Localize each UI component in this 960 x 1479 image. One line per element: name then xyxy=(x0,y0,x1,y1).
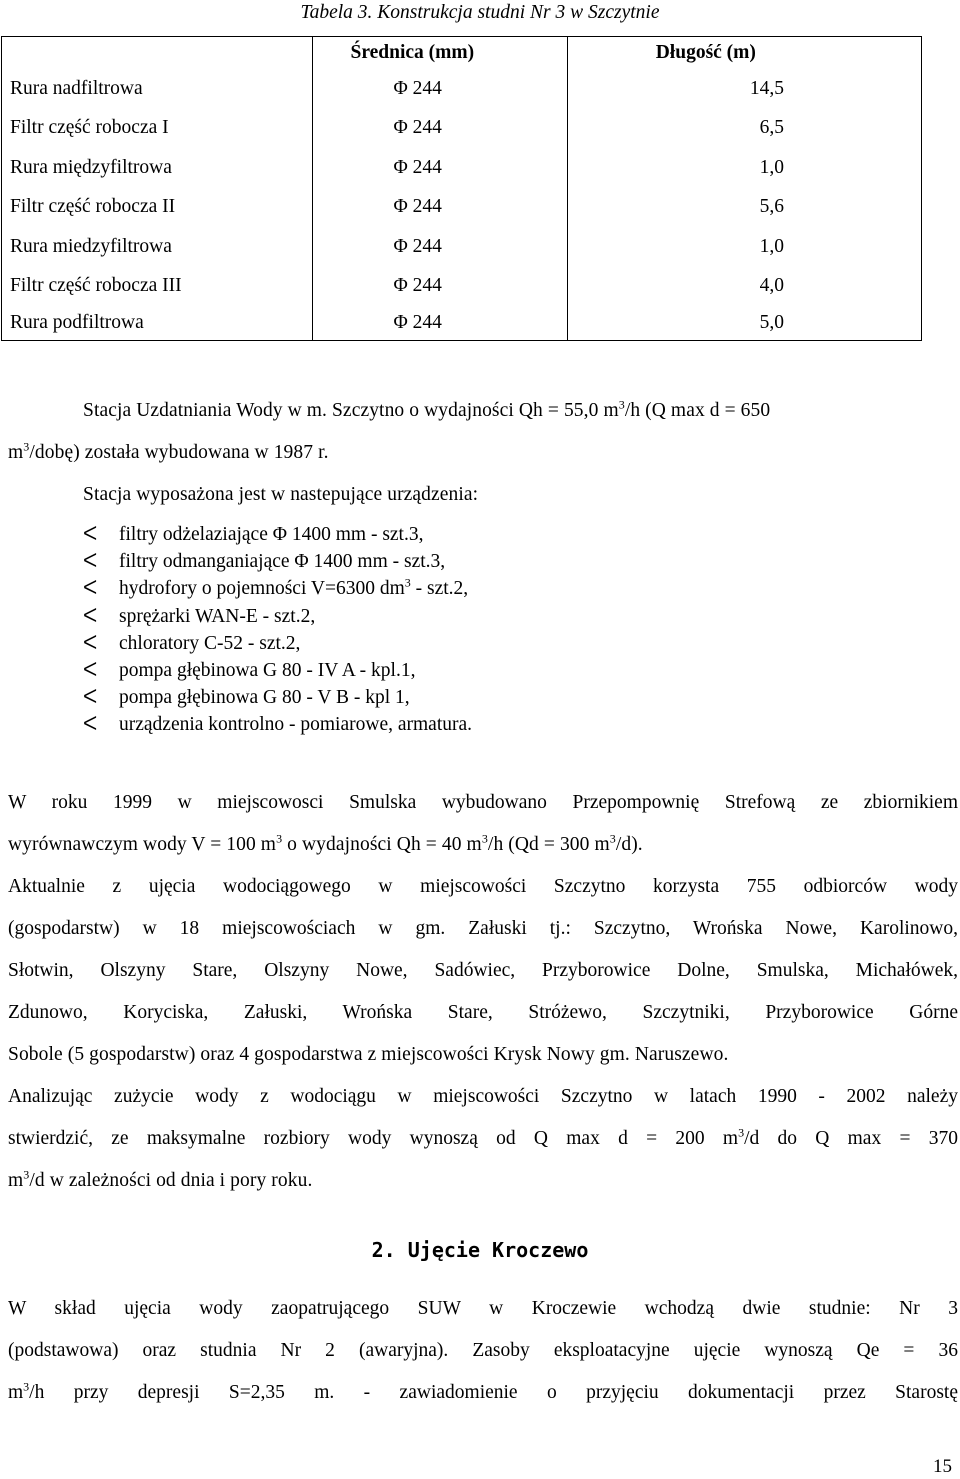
cell-diameter: Φ 244 xyxy=(313,227,567,267)
table-row xyxy=(2,109,922,149)
well-construction-table xyxy=(1,36,922,341)
arrow-bullet-icon: ᐸ xyxy=(83,632,98,654)
smulska-paragraph-line-1: W roku 1999 w miejscowosci Smulska wybudowano Przepompownię Strefową ze zbiornikiem xyxy=(8,792,958,813)
analysis-paragraph-line-2 xyxy=(8,1125,958,1150)
header-cell-diameter: Średnica (mm) xyxy=(313,37,567,70)
cell-element: Rura międzyfiltrowa xyxy=(2,148,313,188)
superscript: 3 xyxy=(738,1125,745,1140)
arrow-bullet-icon: ᐸ xyxy=(83,714,98,736)
text-run: Stacja Uzdatniania Wody w m. Szczytno o wydajności Qh = 55,0 m xyxy=(83,400,619,421)
table-row xyxy=(2,267,922,307)
arrow-bullet-icon: ᐸ xyxy=(83,551,98,573)
text-run: m xyxy=(8,1170,24,1191)
list-item-text: - szt.2, xyxy=(410,578,469,600)
list-item-text: filtry odżelaziające Φ 1400 mm - szt.3, xyxy=(119,524,424,545)
cell-length: 14,5 xyxy=(567,69,921,109)
list-item xyxy=(83,548,472,575)
station-paragraph-line-1 xyxy=(83,397,771,422)
list-item xyxy=(83,521,472,548)
list-item-text: pompa głębinowa G 80 - V B - kpl 1, xyxy=(119,687,410,709)
arrow-bullet-icon: ᐸ xyxy=(83,524,98,545)
cell-diameter: Φ 244 xyxy=(313,69,567,109)
text-run: m xyxy=(8,442,24,463)
cell-length: 6,5 xyxy=(567,109,921,149)
list-item xyxy=(83,657,472,684)
cell-diameter: Φ 244 xyxy=(313,148,567,188)
text-run: /dobę) została wybudowana w 1987 r. xyxy=(29,442,329,463)
cell-length: 5,0 xyxy=(567,306,921,341)
cell-length: 1,0 xyxy=(567,148,921,188)
list-item-text: filtry odmanganiające Φ 1400 mm - szt.3, xyxy=(119,551,446,573)
list-item xyxy=(83,630,472,657)
header-cell-length: Długość (m) xyxy=(567,37,921,70)
section-title: 2. Ujęcie Kroczewo xyxy=(371,1238,589,1262)
superscript: 3 xyxy=(481,831,488,846)
cell-length: 1,0 xyxy=(567,227,921,267)
superscript: 3 xyxy=(23,1167,30,1182)
cell-element: Filtr część robocza III xyxy=(2,267,313,307)
cell-diameter: Φ 244 xyxy=(313,188,567,228)
current-paragraph-line-2: (gospodarstw) w 18 miejscowościach w gm. Załuski tj.: Szczytno, Wrońska Nowe, Karolinowo, xyxy=(8,918,958,939)
superscript: 3 xyxy=(23,1379,30,1394)
superscript: 3 xyxy=(276,831,283,846)
list-item xyxy=(83,711,472,738)
list-item-text: sprężarki WAN-E - szt.2, xyxy=(119,605,316,627)
header-cell-element xyxy=(2,37,313,70)
cell-diameter: Φ 244 xyxy=(313,109,567,149)
arrow-bullet-icon: ᐸ xyxy=(83,578,98,600)
text-run: /d w zależności od dnia i pory roku. xyxy=(29,1170,313,1191)
text-run: /h przy depresji S=2,35 m. - zawiadomienie o przyjęciu dokumentacji przez Starostę xyxy=(29,1382,958,1403)
equipment-intro: Stacja wyposażona jest w nastepujące urządzenia: xyxy=(83,484,479,505)
table-row xyxy=(2,227,922,267)
current-paragraph-line-5: Sobole (5 gospodarstw) oraz 4 gospodarstwa z miejscowości Krysk Nowy gm. Naruszewo. xyxy=(8,1044,729,1065)
superscript: 3 xyxy=(23,439,30,454)
kroczewo-paragraph-line-2: (podstawowa) oraz studnia Nr 2 (awaryjna). Zasoby eksploatacyjne ujęcie wynoszą Qe = 36 xyxy=(8,1340,958,1361)
analysis-paragraph-line-3 xyxy=(8,1167,313,1192)
cell-length: 5,6 xyxy=(567,188,921,228)
text-run: wyrównawczym wody V = 100 m xyxy=(8,834,277,855)
text-run: m xyxy=(8,1382,24,1403)
list-item xyxy=(83,684,472,711)
table-caption: Tabela 3. Konstrukcja studni Nr 3 w Szczytnie xyxy=(300,2,660,23)
arrow-bullet-icon: ᐸ xyxy=(83,687,98,709)
superscript: 3 xyxy=(404,575,411,590)
table-header-row xyxy=(2,37,922,70)
cell-length: 4,0 xyxy=(567,267,921,307)
text-run: /d do Q max = 370 xyxy=(744,1128,958,1149)
cell-diameter: Φ 244 xyxy=(313,267,567,307)
list-item-text: chloratory C-52 - szt.2, xyxy=(119,632,301,654)
superscript: 3 xyxy=(609,831,616,846)
table-row xyxy=(2,148,922,188)
page-number: 15 xyxy=(933,1456,952,1477)
cell-element: Rura podfiltrowa xyxy=(2,306,313,341)
current-paragraph-line-4: Zdunowo, Koryciska, Załuski, Wrońska Stare, Stróżewo, Szczytniki, Przyborowice Górne xyxy=(8,1002,958,1023)
text-run: /h (Q max d = 650 xyxy=(624,400,771,421)
analysis-paragraph-line-1: Analizując zużycie wody z wodociągu w miejscowości Szczytno w latach 1990 - 2002 należy xyxy=(8,1086,958,1107)
table-row xyxy=(2,188,922,228)
station-paragraph-line-2 xyxy=(8,439,329,464)
list-item xyxy=(83,603,472,630)
cell-element: Rura miedzyfiltrowa xyxy=(2,227,313,267)
current-paragraph-line-1: Aktualnie z ujęcia wodociągowego w miejscowości Szczytno korzysta 755 odbiorców wody xyxy=(8,876,958,897)
equipment-list xyxy=(83,521,472,739)
cell-element: Filtr część robocza II xyxy=(2,188,313,228)
table-row xyxy=(2,306,922,341)
text-run: stwierdzić, ze maksymalne rozbiory wody wynoszą od Q max d = 200 m xyxy=(8,1128,739,1149)
list-item-text: pompa głębinowa G 80 - IV A - kpl.1, xyxy=(119,659,416,681)
list-item xyxy=(83,575,472,602)
arrow-bullet-icon: ᐸ xyxy=(83,605,98,627)
current-paragraph-line-3: Słotwin, Olszyny Stare, Olszyny Nowe, Sadówiec, Przyborowice Dolne, Smulska, Michałówek, xyxy=(8,960,958,981)
superscript: 3 xyxy=(618,397,625,412)
kroczewo-paragraph-line-3 xyxy=(8,1379,958,1404)
kroczewo-paragraph-line-1: W skład ujęcia wody zaopatrującego SUW w Kroczewie wchodzą dwie studnie: Nr 3 xyxy=(8,1298,958,1319)
text-run: /d). xyxy=(615,834,643,855)
cell-diameter: Φ 244 xyxy=(313,306,567,341)
smulska-paragraph-line-2 xyxy=(8,831,643,856)
text-run: o wydajności Qh = 40 m xyxy=(282,834,482,855)
text-run: /h (Qd = 300 m xyxy=(487,834,610,855)
list-item-text: hydrofory o pojemności V=6300 dm xyxy=(119,578,405,600)
cell-element: Rura nadfiltrowa xyxy=(2,69,313,109)
list-item-text: urządzenia kontrolno - pomiarowe, armatura. xyxy=(119,714,473,736)
cell-element: Filtr część robocza I xyxy=(2,109,313,149)
arrow-bullet-icon: ᐸ xyxy=(83,659,98,681)
table-row xyxy=(2,69,922,109)
